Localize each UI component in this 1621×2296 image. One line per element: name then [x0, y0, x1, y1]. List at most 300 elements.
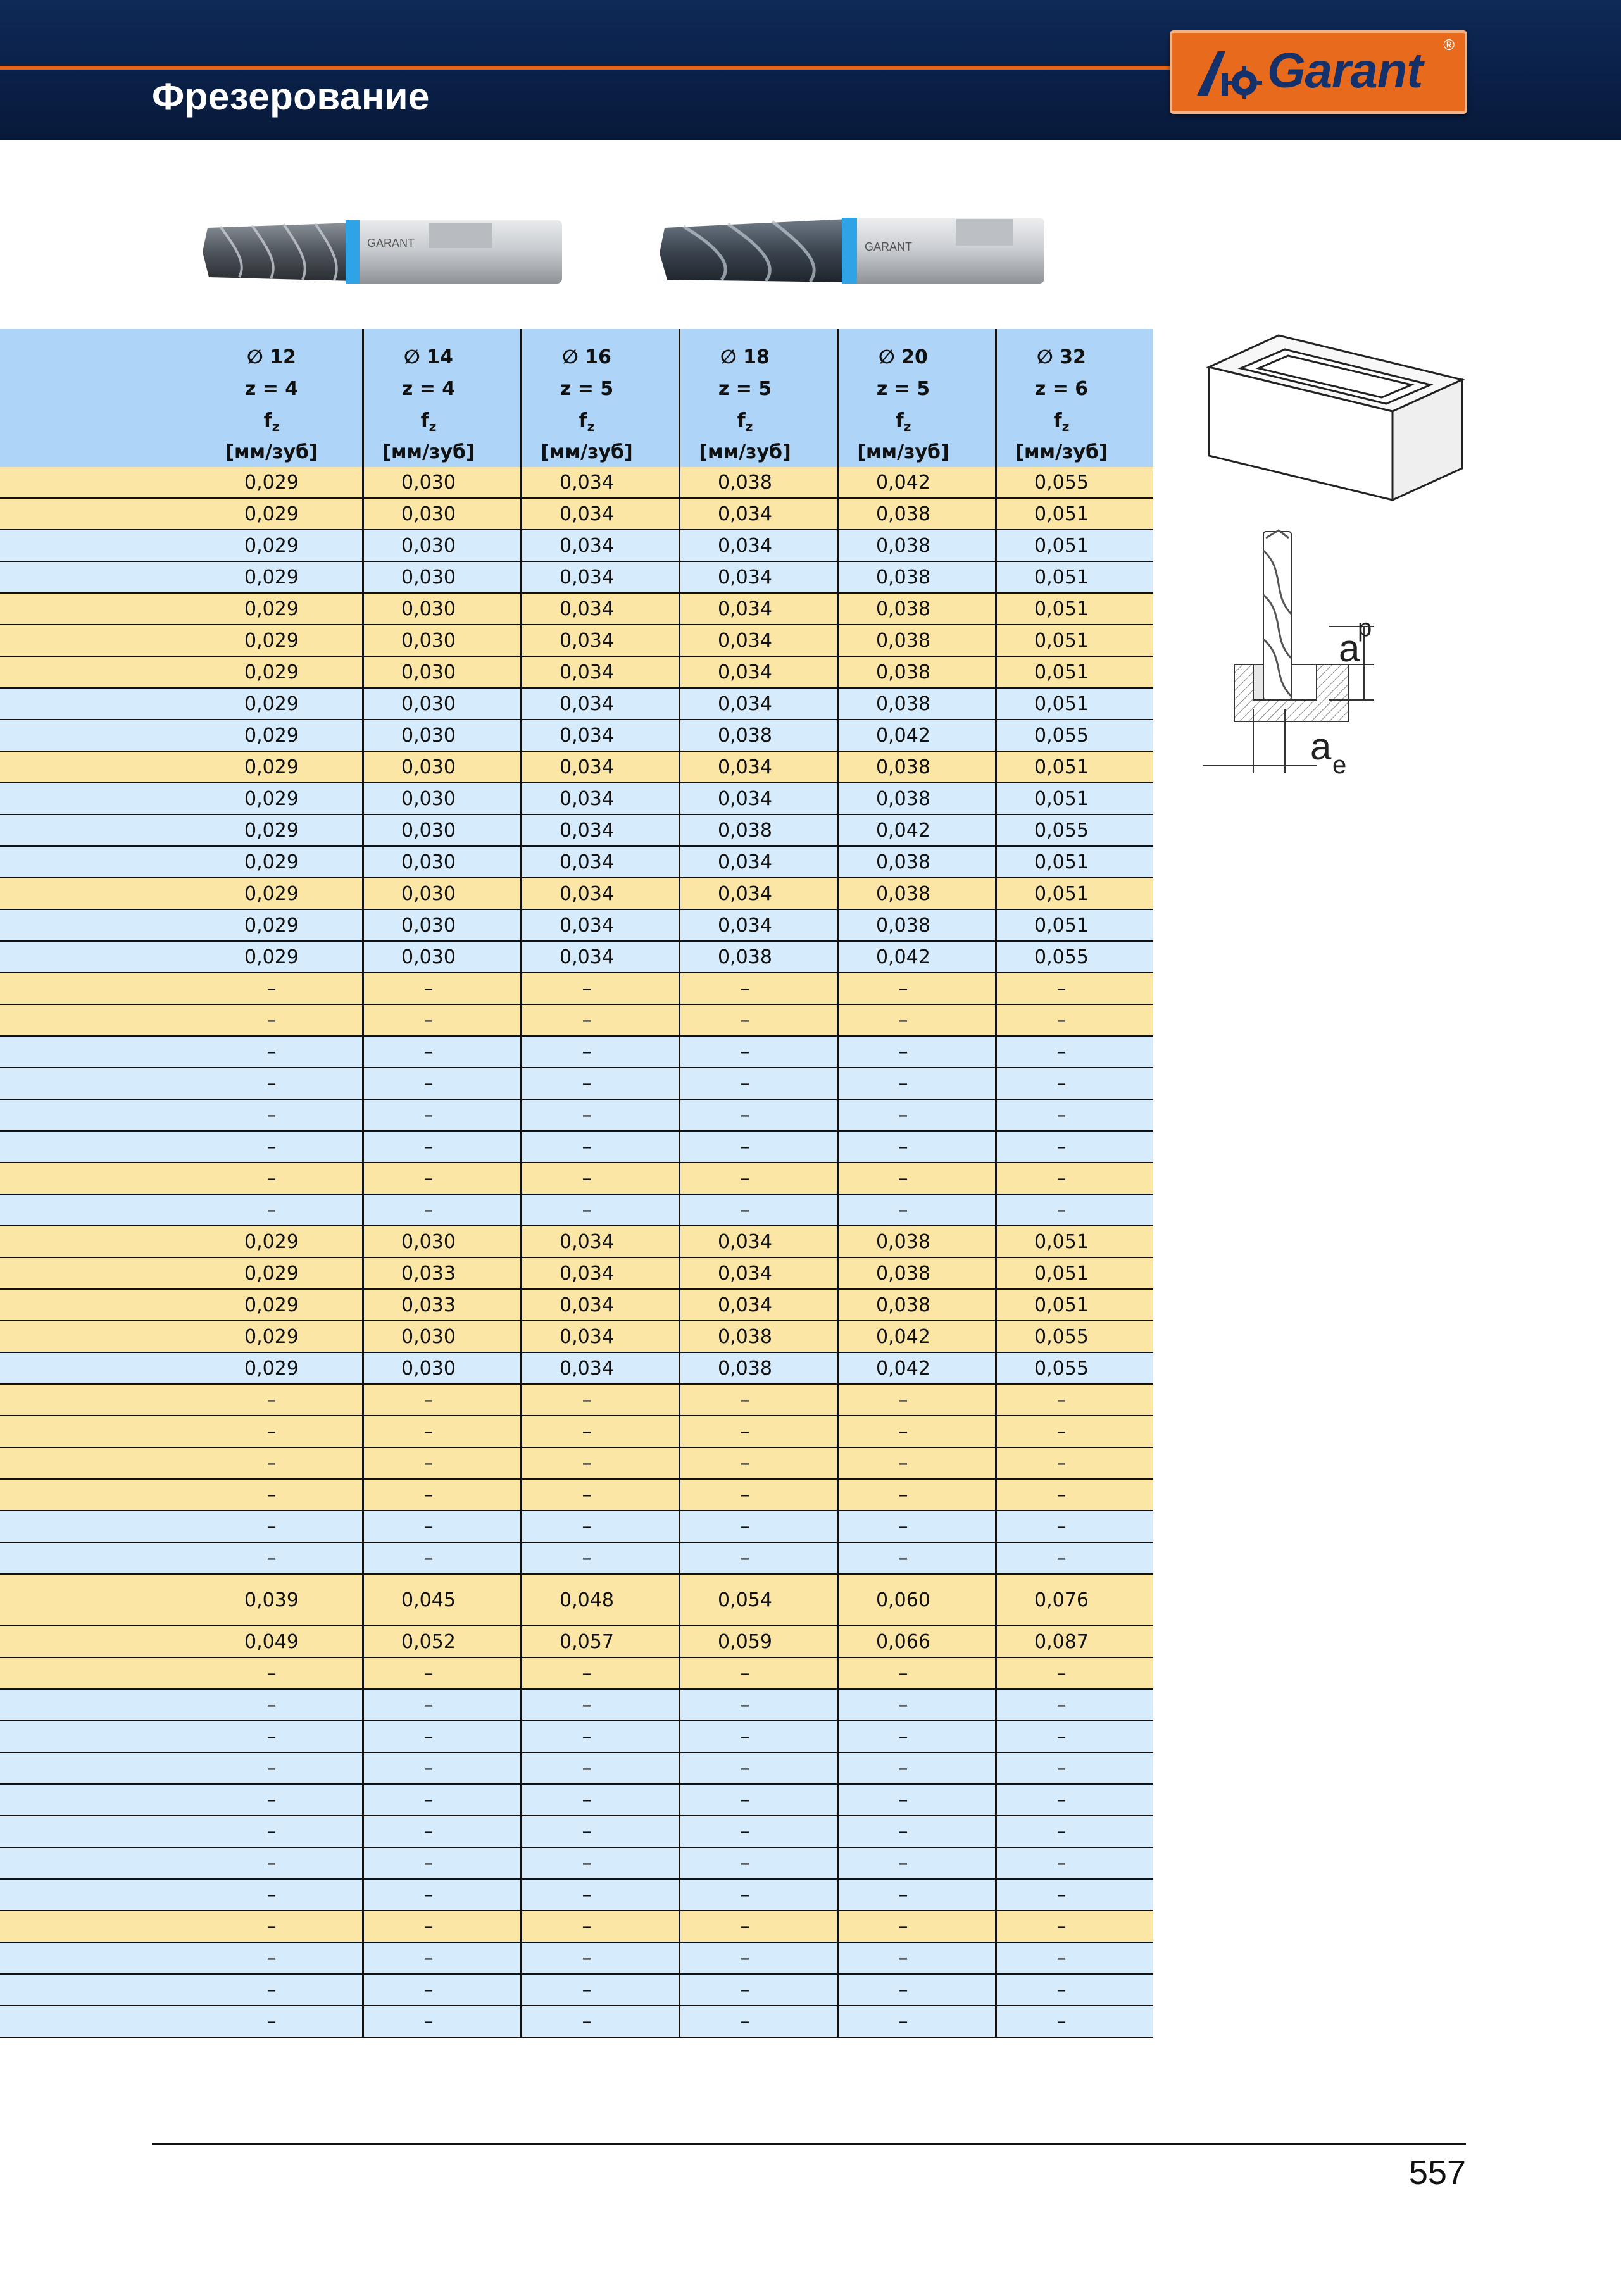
- table-cell: 0,057: [560, 1631, 614, 1653]
- table-cell: 0,038: [876, 1231, 930, 1253]
- table-cell: 0,030: [401, 661, 456, 683]
- table-cell: –: [582, 1484, 592, 1506]
- table-cell: 0,030: [401, 630, 456, 652]
- table-cell: 0,029: [244, 946, 299, 968]
- table-row: [0, 562, 1153, 594]
- table-cell: 0,038: [876, 788, 930, 810]
- table-row: [0, 1290, 1153, 1321]
- feed-label: $f_z$: [895, 409, 911, 434]
- table-cell: –: [423, 1104, 434, 1126]
- table-cell: 0,038: [718, 946, 772, 968]
- table-cell: 0,038: [876, 503, 930, 525]
- page-title: Фрезерование: [152, 75, 430, 118]
- table-cell: 0,051: [1034, 661, 1089, 683]
- table-row: [0, 1353, 1153, 1385]
- table-row: [0, 973, 1153, 1005]
- table-cell: –: [898, 1663, 908, 1685]
- table-cell: –: [582, 1789, 592, 1811]
- table-row: [0, 1068, 1153, 1100]
- table-cell: –: [423, 1884, 434, 1906]
- table-cell: 0,042: [876, 725, 930, 747]
- table-cell: –: [423, 1852, 434, 1875]
- table-cell: 0,038: [876, 630, 930, 652]
- table-cell: –: [1056, 1009, 1067, 1032]
- unit-label: [мм/зуб]: [857, 441, 949, 463]
- table-cell: –: [740, 1852, 750, 1875]
- table-cell: –: [1056, 1547, 1067, 1569]
- table-cell: –: [1056, 1136, 1067, 1158]
- table-cell: –: [423, 1389, 434, 1411]
- table-cell: 0,052: [401, 1631, 456, 1653]
- table-cell: 0,055: [1034, 820, 1089, 842]
- table-cell: 0,038: [718, 1326, 772, 1348]
- table-cell: 0,034: [560, 788, 614, 810]
- table-cell: –: [898, 1136, 908, 1158]
- table-cell: –: [898, 1789, 908, 1811]
- table-cell: 0,034: [718, 1294, 772, 1316]
- table-cell: 0,034: [560, 1231, 614, 1253]
- table-cell: –: [898, 1041, 908, 1063]
- table-cell: 0,051: [1034, 756, 1089, 778]
- teeth-label: z = 5: [876, 378, 930, 400]
- table-cell: –: [740, 1821, 750, 1843]
- table-cell: 0,030: [401, 756, 456, 778]
- table-cell: 0,029: [244, 1357, 299, 1380]
- table-cell: –: [582, 1199, 592, 1221]
- table-cell: –: [423, 1694, 434, 1716]
- table-cell: –: [740, 1041, 750, 1063]
- table-row: [0, 689, 1153, 720]
- column-header: [193, 329, 350, 467]
- table-row: [0, 1132, 1153, 1163]
- table-cell: 0,049: [244, 1631, 299, 1653]
- table-cell: 0,030: [401, 820, 456, 842]
- table-cell: 0,042: [876, 946, 930, 968]
- table-cell: 0,038: [718, 1357, 772, 1380]
- table-cell: –: [898, 1547, 908, 1569]
- table-cell: 0,029: [244, 1263, 299, 1285]
- table-cell: –: [582, 1547, 592, 1569]
- garant-logo-icon: [1194, 48, 1263, 99]
- table-cell: –: [740, 1663, 750, 1685]
- table-cell: 0,051: [1034, 598, 1089, 620]
- table-cell: –: [423, 1947, 434, 1969]
- table-cell: 0,029: [244, 661, 299, 683]
- table-cell: –: [740, 1421, 750, 1443]
- table-cell: –: [266, 1452, 277, 1475]
- table-cell: –: [1056, 1484, 1067, 1506]
- table-cell: 0,029: [244, 1294, 299, 1316]
- table-cell: 0,055: [1034, 1357, 1089, 1380]
- table-row: [0, 1037, 1153, 1068]
- table-row: [0, 1911, 1153, 1943]
- table-cell: 0,059: [718, 1631, 772, 1653]
- table-cell: 0,038: [876, 566, 930, 589]
- table-cell: 0,051: [1034, 914, 1089, 937]
- pocket-workpiece-diagram: [1203, 329, 1468, 506]
- page-header: [0, 0, 1621, 140]
- table-cell: –: [898, 1168, 908, 1190]
- table-cell: 0,030: [401, 725, 456, 747]
- table-cell: –: [1056, 1168, 1067, 1190]
- table-cell: 0,051: [1034, 851, 1089, 873]
- teeth-label: z = 6: [1034, 378, 1089, 400]
- table-cell: –: [1056, 1663, 1067, 1685]
- table-cell: 0,034: [718, 661, 772, 683]
- diameter-label: ∅ 14: [404, 346, 453, 368]
- table-cell: 0,034: [560, 1294, 614, 1316]
- table-cell: –: [582, 1421, 592, 1443]
- table-cell: –: [266, 1852, 277, 1875]
- table-cell: 0,038: [718, 725, 772, 747]
- table-cell: –: [266, 1041, 277, 1063]
- feed-label: $f_z$: [579, 409, 595, 434]
- table-cell: –: [740, 1009, 750, 1032]
- table-cell: 0,030: [401, 914, 456, 937]
- table-cell: –: [266, 1421, 277, 1443]
- table-cell: 0,034: [560, 1263, 614, 1285]
- table-cell: –: [898, 1452, 908, 1475]
- table-cell: –: [740, 1516, 750, 1538]
- table-row: [0, 1626, 1153, 1658]
- table-cell: 0,038: [876, 883, 930, 905]
- table-cell: –: [582, 978, 592, 1000]
- table-cell: 0,029: [244, 693, 299, 715]
- table-cell: –: [266, 1884, 277, 1906]
- table-row: [0, 1721, 1153, 1753]
- table-cell: 0,030: [401, 788, 456, 810]
- table-cell: –: [1056, 1452, 1067, 1475]
- table-cell: 0,038: [876, 535, 930, 557]
- table-cell: –: [740, 1452, 750, 1475]
- table-cell: –: [740, 1757, 750, 1780]
- table-cell: –: [898, 1947, 908, 1969]
- page-number: 557: [1408, 2154, 1466, 2192]
- table-cell: 0,042: [876, 820, 930, 842]
- table-row: [0, 1163, 1153, 1195]
- table-cell: 0,034: [718, 1231, 772, 1253]
- table-cell: –: [898, 1009, 908, 1032]
- column-divider: [520, 329, 522, 2038]
- table-row: [0, 942, 1153, 973]
- table-cell: –: [1056, 1694, 1067, 1716]
- table-row: [0, 878, 1153, 910]
- table-cell: 0,034: [560, 535, 614, 557]
- table-cell: –: [582, 1073, 592, 1095]
- table-cell: –: [423, 2011, 434, 2033]
- milling-engagement-diagram: [1203, 525, 1430, 791]
- table-cell: –: [266, 1547, 277, 1569]
- ap-subscript: p: [1358, 614, 1372, 642]
- table-cell: –: [898, 1884, 908, 1906]
- table-cell: –: [582, 1168, 592, 1190]
- column-header: [667, 329, 823, 467]
- table-cell: 0,030: [401, 946, 456, 968]
- end-mill-image-1: [201, 214, 568, 290]
- column-header: [350, 329, 507, 467]
- table-cell: 0,051: [1034, 535, 1089, 557]
- table-row: [0, 1880, 1153, 1911]
- table-cell: –: [423, 1484, 434, 1506]
- table-row: [0, 1005, 1153, 1037]
- table-cell: –: [898, 1726, 908, 1748]
- table-cell: –: [266, 1916, 277, 1938]
- table-row: [0, 1195, 1153, 1226]
- table-cell: 0,038: [718, 471, 772, 494]
- table-cell: –: [740, 978, 750, 1000]
- table-cell: –: [1056, 1947, 1067, 1969]
- unit-label: [мм/зуб]: [699, 441, 791, 463]
- tool2-label: GARANT: [865, 240, 913, 253]
- table-row: [0, 467, 1153, 499]
- table-cell: –: [582, 1916, 592, 1938]
- table-cell: –: [266, 1484, 277, 1506]
- unit-label: [мм/зуб]: [225, 441, 318, 463]
- table-cell: –: [740, 1136, 750, 1158]
- table-cell: 0,029: [244, 598, 299, 620]
- table-cell: –: [740, 1484, 750, 1506]
- table-cell: –: [266, 1199, 277, 1221]
- table-row: [0, 1943, 1153, 1975]
- table-cell: –: [1056, 1073, 1067, 1095]
- table-cell: –: [898, 1979, 908, 2001]
- table-cell: 0,066: [876, 1631, 930, 1653]
- table-cell: –: [582, 1884, 592, 1906]
- table-cell: 0,029: [244, 883, 299, 905]
- table-cell: 0,030: [401, 851, 456, 873]
- table-cell: –: [740, 1789, 750, 1811]
- table-cell: 0,034: [718, 1263, 772, 1285]
- table-cell: –: [740, 1547, 750, 1569]
- table-row: [0, 2006, 1153, 2038]
- table-cell: 0,051: [1034, 693, 1089, 715]
- table-cell: –: [423, 1916, 434, 1938]
- table-cell: –: [266, 1136, 277, 1158]
- table-cell: 0,038: [876, 598, 930, 620]
- table-cell: –: [266, 978, 277, 1000]
- unit-label: [мм/зуб]: [382, 441, 475, 463]
- table-cell: –: [740, 1884, 750, 1906]
- table-cell: –: [423, 1009, 434, 1032]
- table-cell: 0,034: [718, 788, 772, 810]
- table-cell: 0,051: [1034, 566, 1089, 589]
- table-row: [0, 1416, 1153, 1448]
- table-cell: –: [740, 1726, 750, 1748]
- table-cell: 0,038: [876, 756, 930, 778]
- table-cell: –: [1056, 1916, 1067, 1938]
- table-cell: 0,034: [560, 725, 614, 747]
- table-cell: –: [898, 1821, 908, 1843]
- table-row: [0, 1448, 1153, 1480]
- table-cell: 0,029: [244, 1231, 299, 1253]
- table-cell: –: [582, 1979, 592, 2001]
- table-cell: 0,030: [401, 598, 456, 620]
- diameter-label: ∅ 12: [247, 346, 296, 368]
- table-cell: 0,034: [718, 851, 772, 873]
- feed-rate-table: [0, 329, 1153, 2038]
- column-header: [983, 329, 1140, 467]
- table-cell: –: [1056, 1389, 1067, 1411]
- table-cell: –: [423, 1663, 434, 1685]
- table-header: [0, 329, 1153, 467]
- table-cell: –: [898, 1694, 908, 1716]
- table-row: [0, 720, 1153, 752]
- table-cell: –: [266, 1168, 277, 1190]
- table-cell: –: [898, 1757, 908, 1780]
- table-cell: 0,029: [244, 788, 299, 810]
- registered-mark: ®: [1443, 37, 1455, 54]
- feed-label: $f_z$: [1053, 409, 1070, 434]
- column-divider: [679, 329, 680, 2038]
- table-row: [0, 1690, 1153, 1721]
- table-cell: –: [1056, 2011, 1067, 2033]
- column-divider: [362, 329, 364, 2038]
- table-cell: –: [423, 1199, 434, 1221]
- table-cell: –: [582, 1757, 592, 1780]
- table-cell: –: [423, 978, 434, 1000]
- table-cell: 0,045: [401, 1589, 456, 1611]
- table-cell: –: [266, 1789, 277, 1811]
- table-cell: 0,038: [876, 693, 930, 715]
- table-cell: –: [740, 1979, 750, 2001]
- table-cell: 0,055: [1034, 725, 1089, 747]
- teeth-label: z = 5: [718, 378, 772, 400]
- diameter-label: ∅ 32: [1037, 346, 1086, 368]
- table-cell: –: [1056, 1421, 1067, 1443]
- table-cell: –: [740, 1104, 750, 1126]
- table-cell: 0,055: [1034, 946, 1089, 968]
- table-cell: –: [423, 1421, 434, 1443]
- table-cell: 0,038: [876, 914, 930, 937]
- table-cell: 0,029: [244, 756, 299, 778]
- table-row: [0, 1785, 1153, 1816]
- table-cell: –: [266, 1389, 277, 1411]
- table-cell: 0,051: [1034, 503, 1089, 525]
- table-cell: 0,034: [718, 756, 772, 778]
- table-cell: 0,034: [718, 914, 772, 937]
- table-cell: 0,029: [244, 914, 299, 937]
- table-cell: 0,030: [401, 693, 456, 715]
- table-cell: –: [582, 1009, 592, 1032]
- table-cell: 0,034: [718, 630, 772, 652]
- garant-logo: [1170, 30, 1467, 114]
- table-cell: 0,029: [244, 1326, 299, 1348]
- table-cell: –: [423, 1136, 434, 1158]
- table-row: [0, 1975, 1153, 2006]
- ae-subscript: e: [1332, 751, 1347, 779]
- table-cell: –: [423, 1452, 434, 1475]
- table-row: [0, 1543, 1153, 1575]
- table-cell: 0,029: [244, 851, 299, 873]
- teeth-label: z = 4: [401, 378, 456, 400]
- table-cell: 0,034: [560, 1357, 614, 1380]
- table-cell: 0,042: [876, 471, 930, 494]
- table-cell: –: [266, 1104, 277, 1126]
- table-row: [0, 1848, 1153, 1880]
- table-cell: –: [898, 1421, 908, 1443]
- table-cell: 0,048: [560, 1589, 614, 1611]
- table-cell: –: [266, 1979, 277, 2001]
- table-cell: 0,034: [560, 566, 614, 589]
- table-cell: 0,055: [1034, 1326, 1089, 1348]
- table-cell: 0,038: [876, 1294, 930, 1316]
- table-cell: 0,029: [244, 725, 299, 747]
- ap-label: a: [1339, 627, 1360, 670]
- table-cell: 0,042: [876, 1326, 930, 1348]
- table-cell: –: [582, 1821, 592, 1843]
- column-divider: [995, 329, 997, 2038]
- table-cell: –: [898, 2011, 908, 2033]
- table-cell: –: [740, 1168, 750, 1190]
- table-cell: –: [740, 1947, 750, 1969]
- table-cell: –: [740, 1694, 750, 1716]
- table-cell: –: [266, 1757, 277, 1780]
- table-cell: –: [740, 1073, 750, 1095]
- table-cell: 0,029: [244, 566, 299, 589]
- table-cell: –: [266, 1009, 277, 1032]
- table-cell: 0,055: [1034, 471, 1089, 494]
- table-cell: –: [423, 1789, 434, 1811]
- feed-label: $f_z$: [737, 409, 753, 434]
- table-cell: –: [1056, 1199, 1067, 1221]
- table-cell: 0,034: [560, 883, 614, 905]
- table-cell: –: [266, 1694, 277, 1716]
- table-row: [0, 594, 1153, 625]
- feed-label: $f_z$: [420, 409, 437, 434]
- table-cell: 0,034: [560, 1326, 614, 1348]
- table-cell: 0,030: [401, 1357, 456, 1380]
- table-cell: 0,038: [876, 1263, 930, 1285]
- table-cell: 0,033: [401, 1263, 456, 1285]
- table-cell: 0,034: [560, 914, 614, 937]
- table-cell: –: [898, 978, 908, 1000]
- diameter-label: ∅ 18: [720, 346, 770, 368]
- table-cell: –: [740, 1199, 750, 1221]
- table-cell: –: [898, 1516, 908, 1538]
- table-cell: –: [582, 1104, 592, 1126]
- table-cell: –: [1056, 1821, 1067, 1843]
- diameter-label: ∅ 16: [562, 346, 611, 368]
- table-cell: 0,029: [244, 471, 299, 494]
- table-cell: –: [1056, 1852, 1067, 1875]
- table-cell: 0,030: [401, 566, 456, 589]
- table-cell: –: [423, 1547, 434, 1569]
- table-cell: 0,033: [401, 1294, 456, 1316]
- table-row: [0, 910, 1153, 942]
- table-cell: 0,060: [876, 1589, 930, 1611]
- table-cell: –: [423, 1726, 434, 1748]
- table-cell: 0,051: [1034, 630, 1089, 652]
- table-cell: 0,039: [244, 1589, 299, 1611]
- table-cell: –: [582, 2011, 592, 2033]
- table-row: [0, 1575, 1153, 1626]
- table-cell: –: [266, 1726, 277, 1748]
- table-cell: 0,034: [560, 661, 614, 683]
- table-cell: –: [1056, 1979, 1067, 2001]
- table-cell: –: [266, 1516, 277, 1538]
- table-cell: –: [1056, 1104, 1067, 1126]
- table-cell: 0,051: [1034, 1294, 1089, 1316]
- table-cell: –: [582, 1947, 592, 1969]
- table-cell: –: [1056, 978, 1067, 1000]
- table-cell: 0,042: [876, 1357, 930, 1380]
- table-cell: –: [582, 1663, 592, 1685]
- table-row: [0, 1385, 1153, 1416]
- table-cell: 0,030: [401, 1231, 456, 1253]
- table-cell: 0,029: [244, 630, 299, 652]
- table-cell: –: [740, 2011, 750, 2033]
- table-cell: –: [898, 1199, 908, 1221]
